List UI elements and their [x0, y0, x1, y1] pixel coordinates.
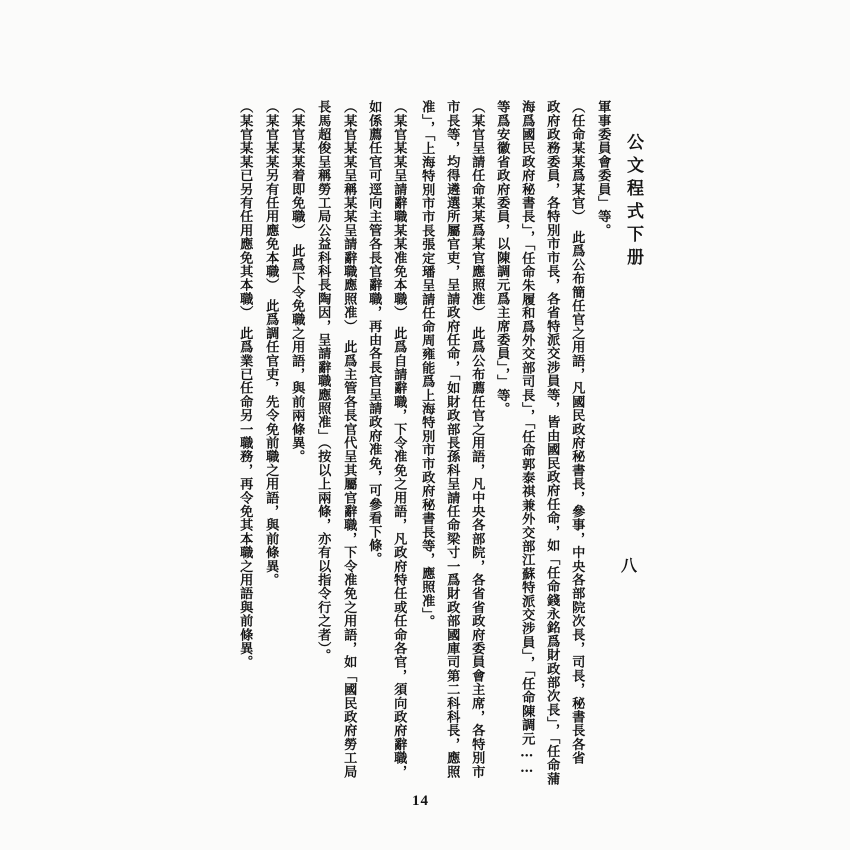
- text-column-5: 等爲安徽省政府委員，以陳調元爲主席委員」，」等。: [494, 100, 510, 416]
- text-column-13: （某官某某着即免職） 此爲下令免職之用語，與前兩條異。: [289, 100, 305, 464]
- text-column-6: （某官呈請任命某某爲某官應照准） 此爲公布薦任官之用語，凡中央各部院，各省省政府委員會主席，各特別市: [469, 100, 485, 779]
- book-title: 公文程式下册: [623, 133, 643, 271]
- text-column-2: （任命某某爲某官） 此爲公布簡任官之用語，凡國民政府秘書長，參事，中央各部院次長，司長，秘書長各省: [569, 100, 585, 765]
- text-column-3: 政府政務委員，各特別市市長，各省特派交涉員等，皆由國民政府任命，如「任命錢永銘爲財政部次長」，「任命蒲: [544, 100, 560, 786]
- text-column-7: 市長等，均得遴選所屬官吏，呈請政府任命，「如財政部長孫科呈請任命梁寸一爲財政部國庫司第二科科長，應照: [444, 100, 460, 779]
- text-column-4: 海爲國民政府秘書長」，「任命朱履和爲外交部司長」，「任命郭泰祺兼外交部江蘇特派交涉員」，「任命陳調元……: [519, 100, 535, 777]
- text-column-10: 如係薦任官可逕向主管各長官辭職，再由各長官呈請政府准免，可參看下條。: [366, 100, 382, 566]
- text-column-11: （某官某某呈稱某某呈請辭職應照准） 此爲主管各長官代呈其屬官辭職，下令准免之用語，如「國民政府勞工局: [341, 100, 357, 779]
- text-column-12: 長馬超俊呈稱勞工局公益科科長陶因，呈請辭職應照准」（按以上兩條，亦有以指令行之者）。: [315, 100, 331, 663]
- text-column-8: 准」，「上海特別市市長張定璠呈請任命周雍能爲上海特別市市政府秘書長等，應照准」。: [419, 100, 435, 629]
- text-column-1: 軍事委員會委員」等。: [595, 100, 611, 237]
- text-column-9: （某官某某呈請辭職某某准免本職） 此爲自請辭職，下令准免之用語，凡政府特任或任命各官，須向政府辭職，: [391, 100, 407, 779]
- page-number: 14: [412, 793, 429, 809]
- text-column-15: （某官某某已另有任用應免其本職） 此爲業已任命另一職務，再令免其本職之用語與前條異。: [237, 100, 253, 669]
- text-column-14: （某官某某另有任用應免本職） 此爲調任官吏，先令免前職之用語，與前條異。: [263, 100, 279, 587]
- chinese-page-number: 八: [621, 556, 638, 575]
